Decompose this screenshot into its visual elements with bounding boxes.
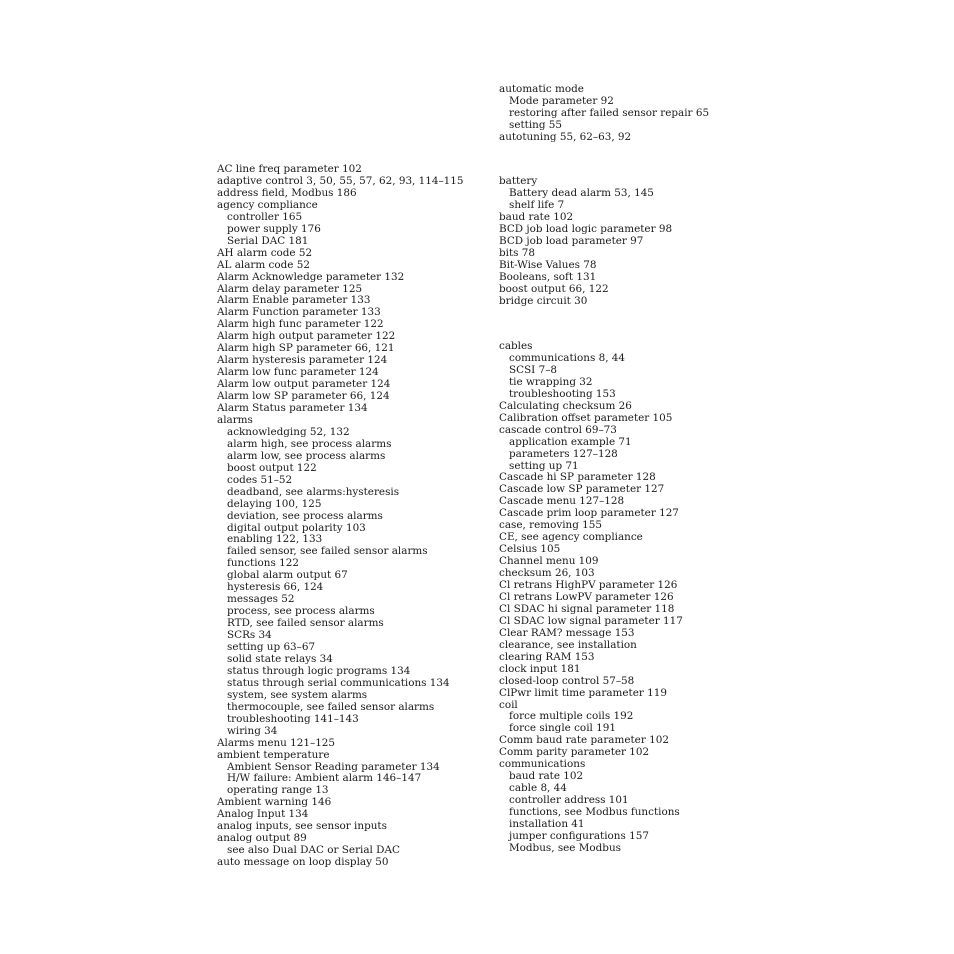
index-entry-calibration-offset-parameter-105: Calibration offset parameter 105	[499, 411, 673, 424]
index-entry-bcd-job-load-parameter-97: BCD job load parameter 97	[499, 234, 644, 247]
index-subentry-global-alarm-output-67: global alarm output 67	[227, 569, 348, 582]
index-entry-alarm-delay-parameter-125: Alarm delay parameter 125	[217, 282, 363, 295]
index-subentry-status-through-serial-communications-134: status through serial communications 134	[227, 676, 450, 689]
index-subentry-installation-41: installation 41	[509, 818, 585, 830]
index-entry-alarm-high-sp-parameter-66-121: Alarm high SP parameter 66, 121	[217, 342, 395, 355]
index-entry-alarm-status-parameter-134: Alarm Status parameter 134	[217, 402, 368, 414]
index-subentry-baud-rate-102: baud rate 102	[509, 770, 584, 783]
index-entry-analog-inputs-see-sensor-inputs: analog inputs, see sensor inputs	[217, 820, 387, 833]
index-entry-case-removing-155: case, removing 155	[499, 519, 602, 532]
index-subentry-boost-output-122: boost output 122	[227, 461, 317, 474]
index-subentry-failed-sensor-see-failed-sensor-alarms: failed sensor, see failed sensor alarms	[227, 545, 428, 558]
index-subentry-setting-up-63-67: setting up 63–67	[227, 641, 316, 653]
index-subentry-delaying-100-125: delaying 100, 125	[227, 497, 322, 510]
index-subentry-process-see-process-alarms: process, see process alarms	[227, 605, 375, 618]
index-subentry-deadband-see-alarms-hysteresis: deadband, see alarms:hysteresis	[227, 485, 400, 498]
index-subentry-h-w-failure-ambient-alarm-146-147: H/W failure: Ambient alarm 146–147	[227, 772, 422, 785]
index-entry-clear-ram-message-153: Clear RAM? message 153	[499, 626, 635, 639]
index-entry-alarm-high-func-parameter-122: Alarm high func parameter 122	[217, 318, 384, 331]
index-entry-coil: coil	[499, 698, 518, 711]
index-subentry-scrs-34: SCRs 34	[227, 629, 272, 642]
index-entry-cascade-menu-127-128: Cascade menu 127–128	[499, 495, 625, 508]
index-entry-baud-rate-102: baud rate 102	[499, 210, 574, 223]
index-entry-cascade-prim-loop-parameter-127: Cascade prim loop parameter 127	[499, 507, 679, 520]
index-entry-alarms: alarms	[217, 413, 253, 426]
index-subentry-troubleshooting-141-143: troubleshooting 141–143	[227, 712, 359, 725]
index-entry-alarm-function-parameter-133: Alarm Function parameter 133	[217, 306, 381, 319]
index-entry-alarm-hysteresis-parameter-124: Alarm hysteresis parameter 124	[217, 354, 388, 367]
index-subentry-alarm-low-see-process-alarms: alarm low, see process alarms	[227, 449, 386, 462]
index-entry-channel-menu-109: Channel menu 109	[499, 555, 599, 568]
index-entry-alarm-high-output-parameter-122: Alarm high output parameter 122	[217, 330, 396, 343]
index-entry-adaptive-control-3-50-55-57-62-93-114-115: adaptive control 3, 50, 55, 57, 62, 93, 114–115	[217, 174, 464, 187]
index-entry-closed-loop-control-57-58: closed-loop control 57–58	[499, 674, 635, 687]
index-entry-cl-retrans-lowpv-parameter-126: Cl retrans LowPV parameter 126	[499, 590, 674, 603]
index-entry-cascade-control-69-73: cascade control 69–73	[499, 423, 617, 436]
index-subentry-enabling-122-133: enabling 122, 133	[227, 533, 323, 546]
index-subentry-mode-parameter-92: Mode parameter 92	[509, 94, 614, 107]
index-entry-bit-wise-values-78: Bit-Wise Values 78	[499, 258, 597, 271]
index-subentry-serial-dac-181: Serial DAC 181	[227, 234, 309, 247]
index-entry-boost-output-66-122: boost output 66, 122	[499, 282, 609, 295]
index-subentry-battery-dead-alarm-53-145: Battery dead alarm 53, 145	[509, 186, 654, 199]
index-subentry-setting-55: setting 55	[509, 118, 563, 131]
index-entry-clearing-ram-153: clearing RAM 153	[499, 650, 595, 663]
index-entry-clpwr-limit-time-parameter-119: ClPwr limit time parameter 119	[499, 686, 667, 699]
index-subentry-alarm-high-see-process-alarms: alarm high, see process alarms	[227, 437, 392, 450]
index-subentry-deviation-see-process-alarms: deviation, see process alarms	[227, 509, 383, 522]
index-entry-booleans-soft-131: Booleans, soft 131	[499, 270, 597, 283]
index-entry-clearance-see-installation: clearance, see installation	[499, 638, 637, 651]
index-entry-ce-see-agency-compliance: CE, see agency compliance	[499, 531, 643, 544]
index-subentry-codes-51-52: codes 51–52	[227, 473, 293, 486]
index-entry-cascade-hi-sp-parameter-128: Cascade hi SP parameter 128	[499, 471, 656, 484]
index-entry-cl-sdac-low-signal-parameter-117: Cl SDAC low signal parameter 117	[499, 614, 683, 627]
index-subentry-cable-8-44: cable 8, 44	[509, 782, 567, 795]
index-entry-ah-alarm-code-52: AH alarm code 52	[217, 246, 313, 259]
index-entry-analog-input-134: Analog Input 134	[217, 808, 309, 821]
index-entry-cascade-low-sp-parameter-127: Cascade low SP parameter 127	[499, 483, 665, 496]
index-entry-ambient-warning-146: Ambient warning 146	[217, 796, 332, 809]
index-entry-alarm-low-output-parameter-124: Alarm low output parameter 124	[217, 378, 391, 391]
index-subentry-controller-165: controller 165	[227, 210, 303, 223]
index-subentry-tie-wrapping-32: tie wrapping 32	[509, 375, 593, 388]
index-entry-alarm-acknowledge-parameter-132: Alarm Acknowledge parameter 132	[217, 270, 405, 283]
index-entry-ambient-temperature: ambient temperature	[217, 748, 330, 761]
index-subentry-solid-state-relays-34: solid state relays 34	[227, 652, 333, 665]
index-subentry-troubleshooting-153: troubleshooting 153	[509, 387, 616, 400]
index-subentry-ambient-sensor-reading-parameter-134: Ambient Sensor Reading parameter 134	[227, 760, 440, 773]
index-subentry-application-example-71: application example 71	[509, 435, 632, 448]
index-subentry-shelf-life-7: shelf life 7	[509, 198, 565, 211]
index-entry-alarm-enable-parameter-133: Alarm Enable parameter 133	[217, 294, 371, 307]
index-subentry-acknowledging-52-132: acknowledging 52, 132	[227, 425, 350, 438]
index-entry-bits-78: bits 78	[499, 246, 536, 259]
index-entry-comm-baud-rate-parameter-102: Comm baud rate parameter 102	[499, 734, 669, 747]
index-entry-alarms-menu-121-125: Alarms menu 121–125	[217, 736, 336, 749]
index-subentry-communications-8-44: communications 8, 44	[509, 351, 626, 364]
index-subentry-jumper-configurations-157: jumper configurations 157	[509, 829, 649, 842]
index-entry-analog-output-89: analog output 89	[217, 832, 307, 845]
index-entry-checksum-26-103: checksum 26, 103	[499, 567, 595, 580]
index-subentry-parameters-127-128: parameters 127–128	[509, 447, 618, 460]
index-entry-agency-compliance: agency compliance	[217, 198, 318, 211]
index-entry-autotuning-55-62-63-92: autotuning 55, 62–63, 92	[499, 130, 632, 143]
index-entry-clock-input-181: clock input 181	[499, 662, 581, 675]
index-subentry-modbus-see-modbus: Modbus, see Modbus	[509, 841, 621, 854]
index-subentry-controller-address-101: controller address 101	[509, 794, 629, 807]
index-entry-cl-sdac-hi-signal-parameter-118: Cl SDAC hi signal parameter 118	[499, 602, 675, 615]
index-subentry-see-also-dual-dac-or-serial-dac: see also Dual DAC or Serial DAC	[227, 844, 400, 857]
index-entry-cables: cables	[499, 340, 533, 352]
index-entry-communications: communications	[499, 758, 586, 771]
index-subentry-status-through-logic-programs-134: status through logic programs 134	[227, 664, 411, 677]
index-entry-auto-message-on-loop-display-50: auto message on loop display 50	[217, 856, 389, 869]
index-subentry-rtd-see-failed-sensor-alarms: RTD, see failed sensor alarms	[227, 617, 384, 630]
index-entry-bcd-job-load-logic-parameter-98: BCD job load logic parameter 98	[499, 222, 673, 235]
index-subentry-functions-122: functions 122	[227, 557, 299, 570]
index-subentry-scsi-7-8: SCSI 7–8	[509, 363, 558, 376]
index-subentry-operating-range-13: operating range 13	[227, 784, 329, 797]
index-entry-address-field-modbus-186: address field, Modbus 186	[217, 186, 357, 199]
index-entry-alarm-low-sp-parameter-66-124: Alarm low SP parameter 66, 124	[217, 390, 390, 403]
index-entry-comm-parity-parameter-102: Comm parity parameter 102	[499, 746, 650, 759]
index-subentry-wiring-34: wiring 34	[227, 724, 278, 737]
index-subentry-functions-see-modbus-functions: functions, see Modbus functions	[509, 806, 680, 819]
index-entry-automatic-mode: automatic mode	[499, 83, 584, 95]
index-subentry-force-multiple-coils-192: force multiple coils 192	[509, 710, 634, 723]
index-subentry-thermocouple-see-failed-sensor-alarms: thermocouple, see failed sensor alarms	[227, 700, 435, 713]
index-entry-bridge-circuit-30: bridge circuit 30	[499, 294, 588, 307]
index-entry-calculating-checksum-26: Calculating checksum 26	[499, 399, 632, 412]
index-entry-alarm-low-func-parameter-124: Alarm low func parameter 124	[217, 366, 379, 379]
index-entry-celsius-105: Celsius 105	[499, 543, 561, 556]
index-subentry-force-single-coil-191: force single coil 191	[509, 722, 616, 735]
index-entry-battery: battery	[499, 175, 538, 187]
index-subentry-restoring-after-failed-sensor-repair-65: restoring after failed sensor repair 65	[509, 106, 710, 119]
index-subentry-messages-52: messages 52	[227, 593, 295, 606]
index-entry-cl-retrans-highpv-parameter-126: Cl retrans HighPV parameter 126	[499, 579, 678, 591]
index-entry-ac-line-freq-parameter-102: AC line freq parameter 102	[217, 163, 362, 175]
index-subentry-setting-up-71: setting up 71	[509, 459, 579, 472]
index-subentry-system-see-system-alarms: system, see system alarms	[227, 688, 368, 701]
index-subentry-digital-output-polarity-103: digital output polarity 103	[227, 521, 366, 534]
index-subentry-hysteresis-66-124: hysteresis 66, 124	[227, 581, 324, 594]
index-subentry-power-supply-176: power supply 176	[227, 222, 321, 235]
index-entry-al-alarm-code-52: AL alarm code 52	[217, 258, 310, 271]
